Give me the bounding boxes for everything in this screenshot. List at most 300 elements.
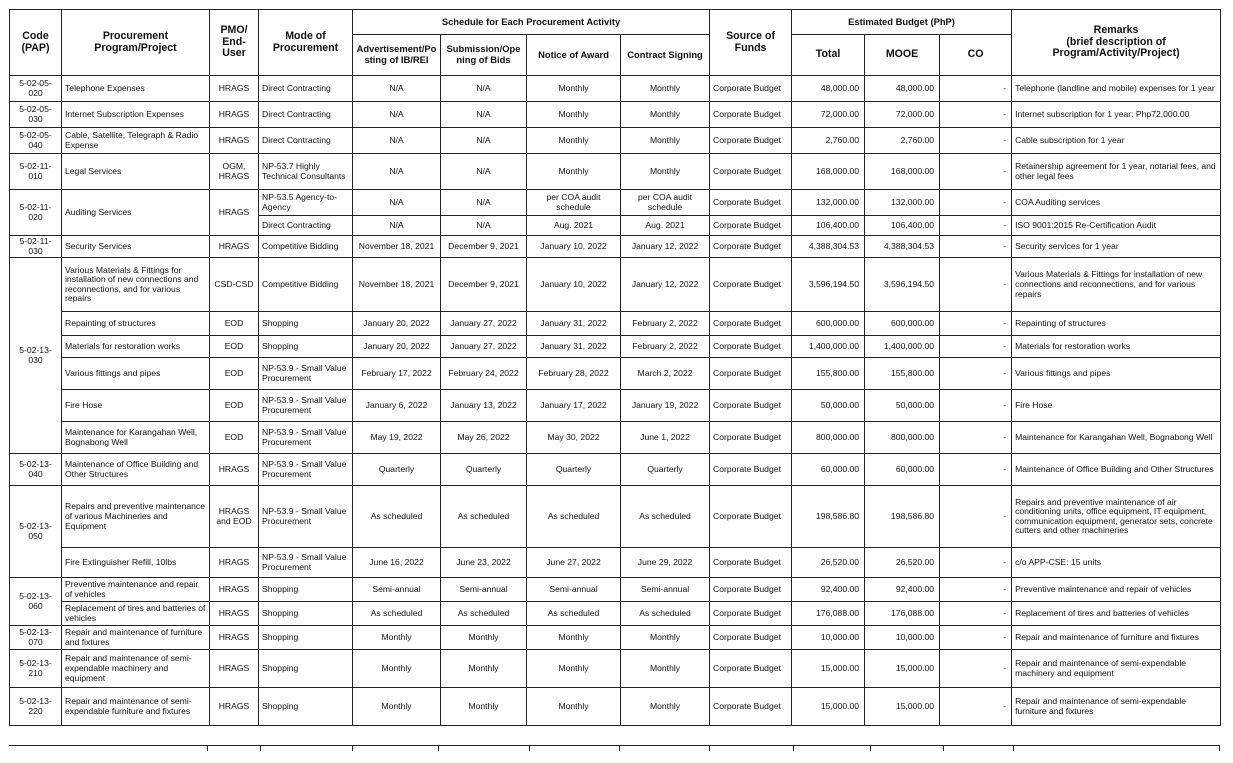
cell-submission: Quarterly [441, 454, 527, 486]
cell-code: 5-02-13-040 [10, 454, 62, 486]
cell-total: 1,400,000.00 [792, 336, 865, 358]
table-row [10, 688, 1221, 726]
cell-co: - [940, 128, 1012, 154]
cell-co: - [940, 358, 1012, 390]
cell-program: Preventive maintenance and repair of vehicles [62, 578, 210, 602]
cell-remarks: Repair and maintenance of semi-expendable machinery and equipment [1012, 650, 1221, 688]
cell-remarks: Various fittings and pipes [1012, 358, 1221, 390]
cell-notice-of-award: January 31, 2022 [527, 312, 621, 336]
cell-mooe: 48,000.00 [865, 76, 940, 102]
cell-pmo: HRAGS [210, 76, 259, 102]
cell-co: - [940, 190, 1012, 216]
cell-advertisement: June 16, 2022 [353, 548, 441, 578]
header-code: Code (PAP) [10, 10, 62, 76]
cell-co: - [940, 650, 1012, 688]
cell-mode: NP-53.9 - Small Value Procurement [259, 390, 353, 422]
cell-co: - [940, 602, 1012, 626]
cell-total: 106,400.00 [792, 216, 865, 236]
cell-code: 5-02-13-220 [10, 688, 62, 726]
cell-notice-of-award: February 28, 2022 [527, 358, 621, 390]
cell-code: 5-02-13-030 [10, 258, 62, 454]
cell-mooe: 132,000.00 [865, 190, 940, 216]
cell-source-of-funds: Corporate Budget [710, 486, 792, 548]
cell-contract-signing: February 2, 2022 [621, 312, 710, 336]
cell-source-of-funds: Corporate Budget [710, 548, 792, 578]
cell-co: - [940, 76, 1012, 102]
cell-submission: N/A [441, 128, 527, 154]
cell-mooe: 15,000.00 [865, 688, 940, 726]
cell-mooe: 800,000.00 [865, 422, 940, 454]
cell-advertisement: January 6, 2022 [353, 390, 441, 422]
procurement-plan-sheet [9, 9, 1220, 726]
table-row [10, 390, 1221, 422]
cell-contract-signing: Monthly [621, 626, 710, 650]
cell-pmo: EOD [210, 422, 259, 454]
cell-mode: Direct Contracting [259, 128, 353, 154]
cell-submission: January 27, 2022 [441, 336, 527, 358]
cell-program: Repair and maintenance of semi-expendable machinery and equipment [62, 650, 210, 688]
header-total: Total [792, 35, 865, 76]
cell-co: - [940, 422, 1012, 454]
cell-total: 176,088.00 [792, 602, 865, 626]
cell-mode: Shopping [259, 336, 353, 358]
table-row [10, 102, 1221, 128]
cell-contract-signing: Monthly [621, 76, 710, 102]
cell-pmo: HRAGS [210, 454, 259, 486]
cell-source-of-funds: Corporate Budget [710, 390, 792, 422]
cell-submission: As scheduled [441, 602, 527, 626]
cell-mode: Shopping [259, 578, 353, 602]
cell-notice-of-award: January 31, 2022 [527, 336, 621, 358]
cell-program: Repair and maintenance of furniture and fixtures [62, 626, 210, 650]
header-source-of-funds: Source of Funds [710, 10, 792, 76]
cell-remarks: Telephone (landline and mobile) expenses for 1 year [1012, 76, 1221, 102]
cell-co: - [940, 102, 1012, 128]
cell-mooe: 1,400,000.00 [865, 336, 940, 358]
cell-total: 155,800.00 [792, 358, 865, 390]
cell-advertisement: November 18, 2021 [353, 258, 441, 312]
cell-pmo: HRAGS [210, 626, 259, 650]
cell-notice-of-award: Monthly [527, 128, 621, 154]
cell-advertisement: Quarterly [353, 454, 441, 486]
cell-contract-signing: January 19, 2022 [621, 390, 710, 422]
cell-mooe: 4,388,304.53 [865, 236, 940, 258]
cell-notice-of-award: Monthly [527, 626, 621, 650]
table-row [10, 76, 1221, 102]
cell-source-of-funds: Corporate Budget [710, 312, 792, 336]
header-program: Procurement Program/Project [62, 10, 210, 76]
cell-source-of-funds: Corporate Budget [710, 236, 792, 258]
header-estimated-budget: Estimated Budget (PhP) [792, 10, 1012, 35]
cell-submission: As scheduled [441, 486, 527, 548]
header-remarks-subtitle: (brief description of Program/Activity/Project) [1052, 35, 1180, 60]
cell-pmo: HRAGS [210, 548, 259, 578]
cell-mode: Direct Contracting [259, 216, 353, 236]
cell-notice-of-award: May 30, 2022 [527, 422, 621, 454]
cell-co: - [940, 258, 1012, 312]
cell-source-of-funds: Corporate Budget [710, 336, 792, 358]
cell-program: Security Services [62, 236, 210, 258]
cell-submission: May 26, 2022 [441, 422, 527, 454]
cell-pmo: HRAGS [210, 602, 259, 626]
cell-remarks: Security services for 1 year [1012, 236, 1221, 258]
cell-mooe: 92,400.00 [865, 578, 940, 602]
cell-program: Materials for restoration works [62, 336, 210, 358]
cell-remarks: Repainting of structures [1012, 312, 1221, 336]
cell-contract-signing: Monthly [621, 128, 710, 154]
cell-notice-of-award: January 10, 2022 [527, 258, 621, 312]
cell-mode: Direct Contracting [259, 102, 353, 128]
cell-co: - [940, 312, 1012, 336]
cell-total: 10,000.00 [792, 626, 865, 650]
cell-remarks: Retainership agreement for 1 year, notarial fees, and other legal fees [1012, 154, 1221, 190]
cell-source-of-funds: Corporate Budget [710, 602, 792, 626]
cell-remarks: Preventive maintenance and repair of vehicles [1012, 578, 1221, 602]
table-row [10, 358, 1221, 390]
cell-mode: NP-53.9 - Small Value Procurement [259, 454, 353, 486]
table-row [10, 128, 1221, 154]
header-mooe: MOOE [865, 35, 940, 76]
cell-advertisement: N/A [353, 76, 441, 102]
cell-source-of-funds: Corporate Budget [710, 154, 792, 190]
cell-notice-of-award: June 27, 2022 [527, 548, 621, 578]
cell-total: 92,400.00 [792, 578, 865, 602]
cell-notice-of-award: January 17, 2022 [527, 390, 621, 422]
cell-mode: Shopping [259, 602, 353, 626]
cell-contract-signing: Aug. 2021 [621, 216, 710, 236]
cell-submission: N/A [441, 102, 527, 128]
cell-program: Internet Subscription Expenses [62, 102, 210, 128]
cell-pmo: EOD [210, 312, 259, 336]
cell-source-of-funds: Corporate Budget [710, 128, 792, 154]
cell-program: Various Materials & Fittings for installation of new connections and reconnections, and for various repairs [62, 258, 210, 312]
cell-code: 5-02-13-050 [10, 486, 62, 578]
cell-co: - [940, 454, 1012, 486]
cell-mode: NP-53.9 - Small Value Procurement [259, 422, 353, 454]
cell-code: 5-02-05-040 [10, 128, 62, 154]
cell-submission: Monthly [441, 650, 527, 688]
cell-program: Cable, Satellite, Telegraph & Radio Expense [62, 128, 210, 154]
cell-submission: Monthly [441, 688, 527, 726]
cell-notice-of-award: As scheduled [527, 602, 621, 626]
cell-pmo: OGM, HRAGS [210, 154, 259, 190]
cell-program: Replacement of tires and batteries of vehicles [62, 602, 210, 626]
cell-program: Legal Services [62, 154, 210, 190]
cell-source-of-funds: Corporate Budget [710, 578, 792, 602]
cell-advertisement: May 19, 2022 [353, 422, 441, 454]
cell-contract-signing: February 2, 2022 [621, 336, 710, 358]
cell-source-of-funds: Corporate Budget [710, 102, 792, 128]
cell-mooe: 155,800.00 [865, 358, 940, 390]
cell-program: Fire Extinguisher Refill, 10lbs [62, 548, 210, 578]
cell-advertisement: N/A [353, 216, 441, 236]
cell-contract-signing: Monthly [621, 688, 710, 726]
cell-total: 168,000.00 [792, 154, 865, 190]
cell-pmo: EOD [210, 390, 259, 422]
header-remarks-title: Remarks [1093, 23, 1139, 36]
cell-mode: Direct Contracting [259, 76, 353, 102]
cell-submission: December 9, 2021 [441, 258, 527, 312]
cell-contract-signing: Monthly [621, 154, 710, 190]
cell-pmo: HRAGS [210, 578, 259, 602]
header-notice-of-award: Notice of Award [527, 35, 621, 76]
cell-total: 3,596,194.50 [792, 258, 865, 312]
cell-mode: NP-53.7 Highly Technical Consultants [259, 154, 353, 190]
table-row [10, 650, 1221, 688]
cell-remarks: Materials for restoration works [1012, 336, 1221, 358]
cell-code: 5-02-11-010 [10, 154, 62, 190]
cell-notice-of-award: Monthly [527, 650, 621, 688]
header-co: CO [940, 35, 1012, 76]
cell-advertisement: February 17, 2022 [353, 358, 441, 390]
cell-code: 5-02-11-030 [10, 236, 62, 258]
cell-notice-of-award: Monthly [527, 154, 621, 190]
cell-mode: Shopping [259, 650, 353, 688]
cell-source-of-funds: Corporate Budget [710, 190, 792, 216]
cell-submission: June 23, 2022 [441, 548, 527, 578]
cell-total: 4,388,304.53 [792, 236, 865, 258]
cell-total: 60,000.00 [792, 454, 865, 486]
table-row [10, 602, 1221, 626]
table-row [10, 190, 1221, 216]
cell-mooe: 2,760.00 [865, 128, 940, 154]
cell-program: Repairs and preventive maintenance of various Machineries and Equipment [62, 486, 210, 548]
cell-code: 5-02-05-030 [10, 102, 62, 128]
cell-remarks: Fire Hose [1012, 390, 1221, 422]
cell-advertisement: Semi-annual [353, 578, 441, 602]
cell-contract-signing: per COA audit schedule [621, 190, 710, 216]
cell-mooe: 3,596,194.50 [865, 258, 940, 312]
cell-advertisement: January 20, 2022 [353, 312, 441, 336]
cell-code: 5-02-13-070 [10, 626, 62, 650]
table-row [10, 154, 1221, 190]
cell-pmo: HRAGS [210, 650, 259, 688]
cell-advertisement: N/A [353, 154, 441, 190]
cell-submission: Monthly [441, 626, 527, 650]
table-row [10, 548, 1221, 578]
cell-notice-of-award: Monthly [527, 76, 621, 102]
cell-co: - [940, 578, 1012, 602]
cell-total: 15,000.00 [792, 650, 865, 688]
cell-advertisement: Monthly [353, 688, 441, 726]
cell-pmo: EOD [210, 336, 259, 358]
cell-source-of-funds: Corporate Budget [710, 358, 792, 390]
cell-code: 5-02-11-020 [10, 190, 62, 236]
cell-pmo: HRAGS [210, 102, 259, 128]
cell-advertisement: Monthly [353, 650, 441, 688]
cell-remarks: c/o APP-CSE: 15 units [1012, 548, 1221, 578]
cell-co: - [940, 216, 1012, 236]
cell-contract-signing: January 12, 2022 [621, 258, 710, 312]
cell-mooe: 106,400.00 [865, 216, 940, 236]
cell-code: 5-02-05-020 [10, 76, 62, 102]
cell-source-of-funds: Corporate Budget [710, 216, 792, 236]
cell-remarks: Maintenance for Karangahan Well, Bognabong Well [1012, 422, 1221, 454]
cell-pmo: HRAGS [210, 236, 259, 258]
cell-notice-of-award: January 10, 2022 [527, 236, 621, 258]
table-row [10, 258, 1221, 312]
header-submission: Submission/Opening of Bids [441, 35, 527, 76]
cell-submission: N/A [441, 154, 527, 190]
cell-total: 15,000.00 [792, 688, 865, 726]
cell-contract-signing: As scheduled [621, 486, 710, 548]
cell-contract-signing: Quarterly [621, 454, 710, 486]
cell-source-of-funds: Corporate Budget [710, 76, 792, 102]
cell-remarks: Various Materials & Fittings for installation of new connections and reconnections, and for various repairs [1012, 258, 1221, 312]
cell-remarks: Repairs and preventive maintenance of air conditioning units, office equipment, IT equipment, communication equipment, generator sets, concrete cutters and other machineries [1012, 486, 1221, 548]
cell-source-of-funds: Corporate Budget [710, 258, 792, 312]
cell-source-of-funds: Corporate Budget [710, 626, 792, 650]
cell-mode: Competitive Bidding [259, 236, 353, 258]
page-bottom-rule [9, 745, 1220, 750]
table-row [10, 312, 1221, 336]
cell-total: 198,586.80 [792, 486, 865, 548]
cell-co: - [940, 688, 1012, 726]
cell-submission: February 24, 2022 [441, 358, 527, 390]
cell-total: 48,000.00 [792, 76, 865, 102]
cell-mooe: 26,520.00 [865, 548, 940, 578]
cell-contract-signing: June 29, 2022 [621, 548, 710, 578]
cell-co: - [940, 390, 1012, 422]
cell-total: 600,000.00 [792, 312, 865, 336]
cell-program: Fire Hose [62, 390, 210, 422]
table-row [10, 236, 1221, 258]
cell-notice-of-award: Monthly [527, 102, 621, 128]
cell-total: 26,520.00 [792, 548, 865, 578]
cell-contract-signing: March 2, 2022 [621, 358, 710, 390]
cell-contract-signing: January 12, 2022 [621, 236, 710, 258]
cell-co: - [940, 336, 1012, 358]
cell-mooe: 60,000.00 [865, 454, 940, 486]
cell-remarks: Cable subscription for 1 year [1012, 128, 1221, 154]
cell-mooe: 50,000.00 [865, 390, 940, 422]
cell-contract-signing: Monthly [621, 650, 710, 688]
cell-submission: December 9, 2021 [441, 236, 527, 258]
cell-pmo: HRAGS and EOD [210, 486, 259, 548]
cell-program: Auditing Services [62, 190, 210, 236]
cell-submission: January 27, 2022 [441, 312, 527, 336]
cell-program: Various fittings and pipes [62, 358, 210, 390]
table-row [10, 626, 1221, 650]
table-row [10, 336, 1221, 358]
cell-total: 72,000.00 [792, 102, 865, 128]
cell-program: Repair and maintenance of semi-expendable furniture and fixtures [62, 688, 210, 726]
cell-total: 2,760.00 [792, 128, 865, 154]
cell-mode: Shopping [259, 312, 353, 336]
cell-total: 800,000.00 [792, 422, 865, 454]
cell-source-of-funds: Corporate Budget [710, 422, 792, 454]
cell-mooe: 72,000.00 [865, 102, 940, 128]
cell-contract-signing: June 1, 2022 [621, 422, 710, 454]
table-row [10, 578, 1221, 602]
table-row [10, 454, 1221, 486]
cell-advertisement: N/A [353, 128, 441, 154]
cell-mooe: 176,088.00 [865, 602, 940, 626]
cell-mode: Shopping [259, 626, 353, 650]
cell-mode: NP-53.9 - Small Value Procurement [259, 358, 353, 390]
cell-advertisement: As scheduled [353, 486, 441, 548]
cell-notice-of-award: As scheduled [527, 486, 621, 548]
cell-mode: Competitive Bidding [259, 258, 353, 312]
cell-advertisement: N/A [353, 190, 441, 216]
cell-pmo: CSD-CSD [210, 258, 259, 312]
cell-pmo: HRAGS [210, 688, 259, 726]
cell-co: - [940, 548, 1012, 578]
cell-submission: January 13, 2022 [441, 390, 527, 422]
cell-notice-of-award: Quarterly [527, 454, 621, 486]
cell-mooe: 600,000.00 [865, 312, 940, 336]
cell-total: 50,000.00 [792, 390, 865, 422]
cell-advertisement: November 18, 2021 [353, 236, 441, 258]
cell-program: Maintenance of Office Building and Other Structures [62, 454, 210, 486]
cell-remarks: COA Auditing services [1012, 190, 1221, 216]
cell-pmo: HRAGS [210, 128, 259, 154]
cell-co: - [940, 236, 1012, 258]
cell-source-of-funds: Corporate Budget [710, 454, 792, 486]
cell-submission: N/A [441, 216, 527, 236]
cell-mode: Shopping [259, 688, 353, 726]
cell-submission: N/A [441, 190, 527, 216]
header-mode: Mode of Procurement [259, 10, 353, 76]
header-remarks [1012, 10, 1221, 76]
cell-program: Maintenance for Karangahan Well, Bognabong Well [62, 422, 210, 454]
cell-code: 5-02-13-060 [10, 578, 62, 626]
cell-pmo: EOD [210, 358, 259, 390]
cell-remarks: Replacement of tires and batteries of vehicles [1012, 602, 1221, 626]
table-body [10, 76, 1221, 726]
cell-co: - [940, 626, 1012, 650]
cell-co: - [940, 486, 1012, 548]
cell-advertisement: N/A [353, 102, 441, 128]
cell-mooe: 168,000.00 [865, 154, 940, 190]
cell-pmo: HRAGS [210, 190, 259, 236]
cell-remarks: Repair and maintenance of semi-expendable furniture and fixtures [1012, 688, 1221, 726]
cell-notice-of-award: Semi-annual [527, 578, 621, 602]
cell-remarks: Internet subscription for 1 year: Php72,000.00 [1012, 102, 1221, 128]
cell-contract-signing: Monthly [621, 102, 710, 128]
table-row [10, 486, 1221, 548]
cell-remarks: Repair and maintenance of furniture and fixtures [1012, 626, 1221, 650]
cell-total: 132,000.00 [792, 190, 865, 216]
cell-notice-of-award: Monthly [527, 688, 621, 726]
cell-submission: N/A [441, 76, 527, 102]
header-contract-signing: Contract Signing [621, 35, 710, 76]
cell-code: 5-02-13-210 [10, 650, 62, 688]
cell-remarks: Maintenance of Office Building and Other Structures [1012, 454, 1221, 486]
cell-source-of-funds: Corporate Budget [710, 650, 792, 688]
cell-advertisement: As scheduled [353, 602, 441, 626]
cell-notice-of-award: Aug. 2021 [527, 216, 621, 236]
cell-mooe: 15,000.00 [865, 650, 940, 688]
cell-program: Repainting of structures [62, 312, 210, 336]
cell-mooe: 198,586.80 [865, 486, 940, 548]
cell-contract-signing: Semi-annual [621, 578, 710, 602]
cell-notice-of-award: per COA audit schedule [527, 190, 621, 216]
header-schedule: Schedule for Each Procurement Activity [353, 10, 710, 35]
cell-advertisement: January 20, 2022 [353, 336, 441, 358]
cell-mode: NP-53.9 - Small Value Procurement [259, 486, 353, 548]
cell-mooe: 10,000.00 [865, 626, 940, 650]
cell-co: - [940, 154, 1012, 190]
cell-submission: Semi-annual [441, 578, 527, 602]
cell-contract-signing: As scheduled [621, 602, 710, 626]
cell-program: Telephone Expenses [62, 76, 210, 102]
cell-source-of-funds: Corporate Budget [710, 688, 792, 726]
cell-mode: NP-53.5 Agency-to-Agency [259, 190, 353, 216]
procurement-table [9, 9, 1221, 726]
table-row [10, 422, 1221, 454]
cell-mode: NP-53.9 - Small Value Procurement [259, 548, 353, 578]
